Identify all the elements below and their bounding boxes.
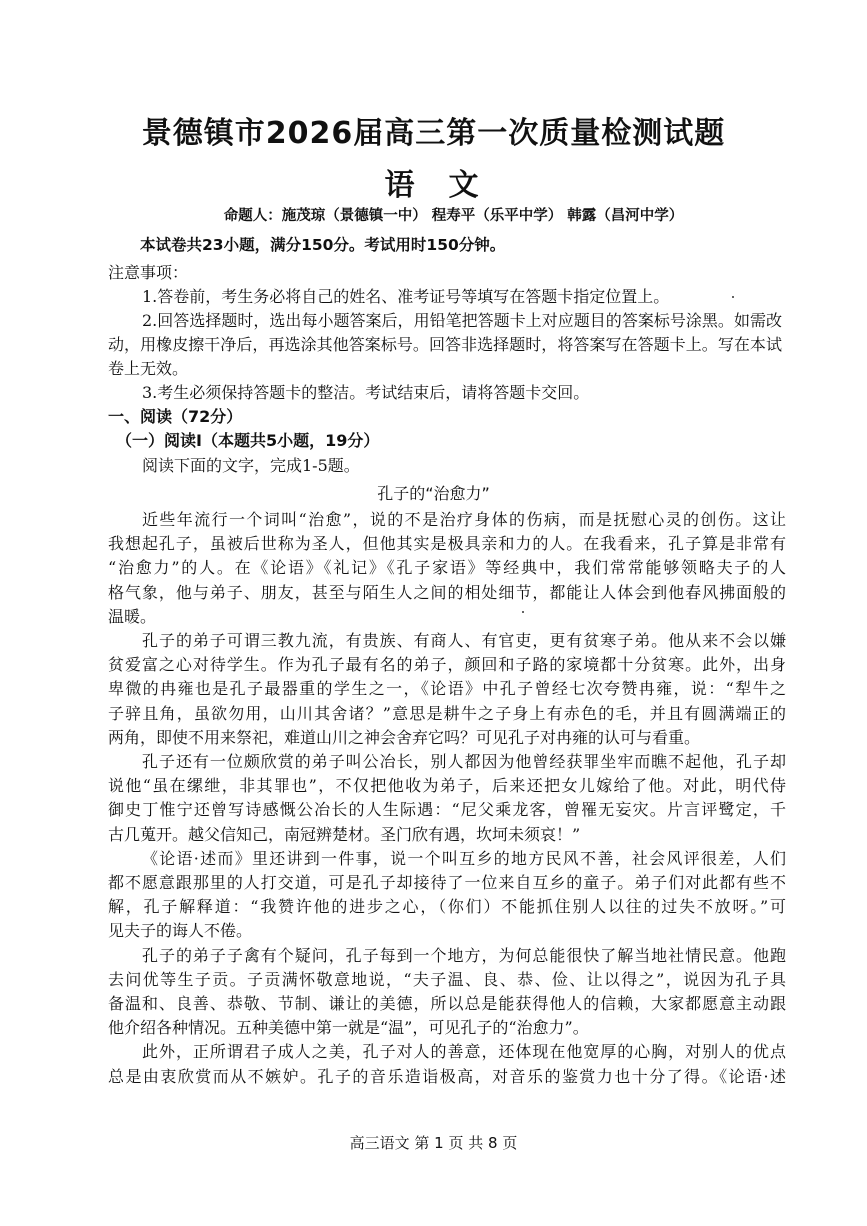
- page-footer: 高三语文 第 1 页 共 8 页: [349, 1134, 518, 1152]
- essay-line: 孔子的弟子可谓三教九流，有贵族、有商人、有官吏，更有贫寒子弟。他从来不会以嫌: [142, 631, 786, 650]
- essay-line: 孔子的弟子子禽有个疑问，孔子每到一个地方，为何总能很快了解当地社情民意。他跑: [142, 945, 786, 965]
- essay-line: 格气象，他与弟子、朋友，甚至与陌生人之间的相处细节，都能让人体会到他春风拂面般的: [108, 582, 786, 602]
- exam-title: 景德镇市2026届高三第一次质量检测试题: [141, 116, 726, 151]
- authors-line: 命题人：施茂琼（景德镇一中） 程寿平（乐平中学） 韩露（昌河中学）: [223, 208, 684, 224]
- essay-line: 孔子还有一位颇欣赏的弟子叫公冶长，别人都因为他曾经获罪坐牢而瞧不起他，孔子却: [142, 752, 786, 771]
- essay-line: 御史丁惟宁还曾写诗感慨公冶长的人生际遇：“尼父乘龙客，曾罹无妄灾。片言评鹭定，千: [108, 800, 786, 820]
- part-heading: 一、阅读（72分）: [108, 407, 243, 426]
- note-2-line-3: 卷上无效。: [108, 359, 189, 378]
- note-1: 1.答卷前，考生务必将自己的姓名、准考证号等填写在答题卡指定位置上。: [142, 287, 670, 306]
- note-2-line-1: 2.回答选择题时，选出每小题答案后，用铅笔把答题卡上对应题目的答案标号涂黑。如需改: [142, 311, 782, 330]
- scan-speck: [732, 296, 734, 298]
- essay-line: 去问优等生子贡。子贡满怀敬意地说，“夫子温、良、恭、俭、让以得之”，说因为孔子具: [108, 969, 786, 989]
- note-3: 3.考生必须保持答题卡的整洁。考试结束后，请将答题卡交回。: [142, 383, 590, 402]
- essay-line: 卑微的冉雍也是孔子最器重的学生之一，《论语》中孔子曾经七次夸赞冉雍，说：“犁牛之: [108, 679, 786, 699]
- essay-line: 备温和、良善、恭敬、节制、谦让的美德，所以总是能获得他人的信赖，大家都愿意主动跟: [108, 994, 786, 1013]
- essay-line: 我想起孔子，虽被后世称为圣人，但他其实是极具亲和力的人。在我看来，孔子算是非常有: [108, 534, 786, 554]
- note-2-line-2: 动，用橡皮擦干净后，再选涂其他答案标号。回答非选择题时，将答案写在答题卡上。写在本试: [108, 335, 782, 354]
- intro-line: 本试卷共23小题，满分150分。考试用时150分钟。: [140, 236, 506, 254]
- essay-line: 贫爱富之心对待学生。作为孔子最有名的弟子，颜回和子路的家境都十分贫寒。此外，出身: [108, 655, 786, 675]
- scan-speck: [522, 611, 524, 613]
- subject-title: 语文: [384, 168, 513, 203]
- essay-line: 古几蒐开。越父信知己，南冠辨楚材。圣门欣有遇，坎坷未须哀！”: [108, 824, 581, 844]
- essay-title: 孔子的“治愈力”: [377, 484, 490, 503]
- essay-line: 解，孔子解释道：“我赞许他的进步之心，（你们）不能抓住别人以往的过失不放呀。”可: [108, 897, 786, 917]
- essay-line: 见夫子的诲人不倦。: [108, 921, 253, 941]
- notes-heading: 注意事项：: [108, 263, 189, 282]
- essay-line: 总是由衷欣赏而从不嫉妒。孔子的音乐造诣极高，对音乐的鉴赏力也十分了得。《论语·述: [108, 1066, 786, 1086]
- essay-line: 《论语·述而》里还讲到一件事，说一个叫互乡的地方民风不善，社会风评很差，人们: [142, 848, 786, 868]
- essay-line: 两角，即使不用来祭祀，难道山川之神会舍弃它吗？可见孔子对冉雍的认可与看重。: [108, 727, 701, 747]
- essay-line: 都不愿意跟那里的人打交道，可是孔子却接待了一位来自互乡的童子。弟子们对此都有些不: [108, 873, 786, 892]
- essay-line: 他介绍各种情况。五种美德中第一就是“温”，可见孔子的“治愈力”。: [108, 1018, 589, 1038]
- essay-line: 子骍且角，虽欲勿用，山川其舍诸？”意思是耕牛之子身上有赤色的毛，并且有圆满端正的: [108, 703, 786, 723]
- essay-line: 说他“虽在缧绁，非其罪也”，不仅把他收为弟子，后来还把女儿嫁给了他。对此，明代侍: [108, 776, 786, 796]
- essay-line: “治愈力”的人。在《论语》《礼记》《孔子家语》等经典中，我们常常能够领略夫子的人: [108, 558, 786, 578]
- subsection-heading: （一）阅读Ⅰ（本题共5小题，19分）: [116, 431, 380, 450]
- reading-instruction: 阅读下面的文字，完成1-5题。: [142, 456, 360, 475]
- essay-line: 温暖。: [108, 606, 157, 626]
- essay-line: 近些年流行一个词叫“治愈”，说的不是治疗身体的伤病，而是抚慰心灵的创伤。这让: [142, 510, 786, 529]
- essay-line: 此外，正所谓君子成人之美，孔子对人的善意，还体现在他宽厚的心胸，对别人的优点: [142, 1042, 786, 1062]
